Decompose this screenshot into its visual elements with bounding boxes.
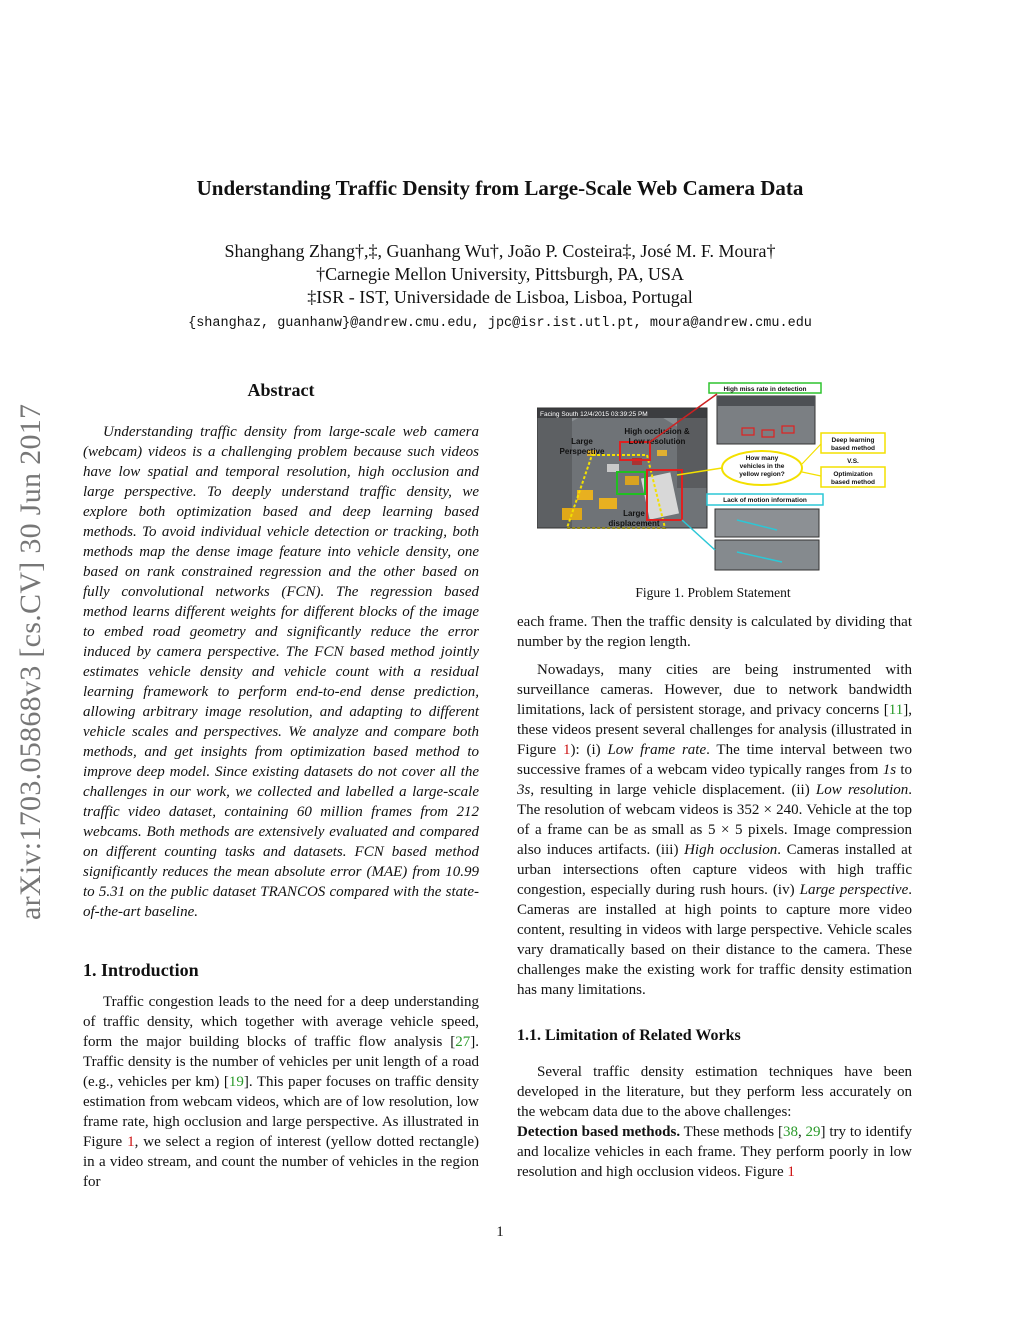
math-pixels: 5 × 5 bbox=[707, 822, 743, 838]
text-run: ]. This paper focuses on traffic density estimation from webcam videos, which are of low resolution, low frame rate, high occlusion and large perspective. As illustrated in Figure bbox=[83, 1074, 479, 1150]
related-paragraph-2 bbox=[517, 1122, 912, 1182]
emph-low-resolution: Low resolution bbox=[815, 782, 909, 798]
motion-image-2 bbox=[715, 540, 819, 570]
abstract-heading: Abstract bbox=[247, 380, 315, 400]
emph-high-occlusion: High occlusion bbox=[684, 842, 778, 858]
motion-image-1 bbox=[715, 509, 819, 537]
label-deep-learning: Deep learning bbox=[831, 437, 875, 444]
emph-large-perspective: Large perspective bbox=[799, 882, 909, 898]
authors-line: Shanghang Zhang†,‡, Guanhang Wu†, João P. Costeira‡, José M. F. Moura† bbox=[224, 241, 776, 261]
text-run: . Cameras are installed at high points to capture more video content, resulting in videos with large perspective. Vehicle scales vary dramatically based on their distance to the camera. These challenges make the existing work for traffic density estimation has many limitations. bbox=[517, 882, 912, 998]
author-emails: {shanghaz, guanhanw}@andrew.cmu.edu, jpc@isr.ist.utl.pt, moura@andrew.cmu.edu bbox=[188, 316, 812, 331]
math-1s: 1s bbox=[882, 762, 897, 778]
label-deep-based: based method bbox=[830, 445, 876, 452]
text-run: . The time interval between two successive frames of a webcam video typically ranges from bbox=[517, 742, 912, 778]
figure-1-caption: Figure 1. Problem Statement bbox=[635, 585, 791, 600]
related-paragraph-1: Several traffic density estimation techniques have been developed in the literature, but they perform less accurately on the webcam data due to the above challenges: bbox=[517, 1064, 912, 1120]
emph-low-frame-rate: Low frame rate bbox=[607, 742, 707, 758]
text-run: , resulting in large vehicle displacement. (ii) bbox=[530, 782, 816, 798]
citation-19[interactable]: 19 bbox=[228, 1074, 244, 1090]
text-run: pixels. Image compression also induces artifacts. (iii) bbox=[517, 822, 912, 858]
figure-1 bbox=[537, 380, 889, 600]
label-large: Large bbox=[571, 437, 593, 446]
intro-paragraph-2 bbox=[517, 660, 912, 1000]
citation-38[interactable]: 38 bbox=[782, 1124, 798, 1140]
arxiv-stamp: arXiv:1703.05868v3 [cs.CV] 30 Jun 2017 bbox=[14, 403, 47, 920]
related-works-heading: 1.1. Limitation of Related Works bbox=[517, 1027, 741, 1044]
text-run: , bbox=[797, 1124, 806, 1140]
label-high-miss-rate: High miss rate in detection bbox=[723, 386, 807, 393]
text-run: These methods [ bbox=[680, 1124, 783, 1140]
figure-ref[interactable]: 1 bbox=[787, 1164, 795, 1180]
citation-27[interactable]: 27 bbox=[455, 1034, 471, 1050]
author-block bbox=[0, 240, 1000, 309]
text-run: . The resolution of webcam videos is bbox=[517, 782, 912, 818]
paper-title: Understanding Traffic Density from Large-Scale Web Camera Data bbox=[196, 176, 804, 200]
label-perspective: Perspective bbox=[559, 447, 605, 456]
affiliation-cmu: †Carnegie Mellon University, Pittsburgh, PA, USA bbox=[316, 264, 684, 284]
label-yellow-region: yellow region? bbox=[739, 471, 785, 478]
math-3s: 3s bbox=[517, 782, 531, 798]
text-run: ): (i) bbox=[570, 742, 608, 758]
text-run: Traffic congestion leads to the need for a deep understanding of traffic density, which together with average vehicle speed, form the major building blocks of traffic flow analysis [ bbox=[83, 994, 479, 1050]
right-column bbox=[517, 612, 912, 1182]
abstract-text: Understanding traffic density from large-scale web camera (webcam) videos is a challenging problem because such videos have low spatial and temporal resolution, high occlusion and large perspective. To deeply understand traffic density, we explore both optimization based and deep learning based methods. To avoid individual vehicle detection or tracking, both methods map the dense image feature into vehicle density, one based on rank constrained regression and the other based on fully convolutional networks (FCN). The regression based method learns different weights for different blocks of the image to embed road geometry and significantly reduce the error induced by camera perspective. The FCN based method jointly estimates vehicle density and vehicle count with a residual learning framework to perform end-to-end dense prediction, allowing arbitrary image resolution, and adapting to different vehicle scales and perspectives. We analyze and compare both methods, and get insights from optimization based method to improve deep model. Since existing datasets do not cover all the challenges in our work, we collected and labelled a large-scale traffic video dataset, containing 60 million frames from 212 webcams. Both methods are extensively evaluated and compared on different counting tasks and datasets. FCN based method significantly reduces the mean absolute error (MAE) from 10.99 to 5.31 on the public dataset TRANCOS compared with the state-of-the-art baseline. bbox=[83, 424, 479, 920]
label-vehicles-in: vehicles in the bbox=[739, 463, 785, 470]
affiliation-ist: ‡ISR - IST, Universidade de Lisboa, Lisboa, Portugal bbox=[307, 287, 693, 307]
text-run: ], these videos present several challenges for analysis (illustrated in Figure bbox=[517, 702, 912, 758]
label-high-occlusion: High occlusion & bbox=[624, 427, 690, 436]
text-run: ] try to identify and localize vehicles in each frame. They perform poorly in low resolution and high occlusion videos. Figure bbox=[517, 1124, 913, 1180]
text-run: to bbox=[896, 762, 912, 778]
intro-paragraph-1 bbox=[83, 992, 479, 1192]
text-run: . Vehicle at the top of a frame can be as small as bbox=[517, 802, 912, 838]
math-resolution: 352 × 240 bbox=[736, 802, 799, 818]
introduction-heading: 1. Introduction bbox=[83, 960, 199, 980]
label-optimization: Optimization bbox=[833, 471, 873, 478]
figure-ref[interactable]: 1 bbox=[127, 1134, 135, 1150]
page-number: 1 bbox=[496, 1224, 504, 1240]
detection-methods-label: Detection based methods. bbox=[517, 1124, 681, 1140]
introduction-section bbox=[83, 960, 479, 1192]
citation-29[interactable]: 29 bbox=[805, 1124, 821, 1140]
label-opt-based: based method bbox=[830, 479, 876, 486]
label-lack-motion: Lack of motion information bbox=[723, 497, 807, 504]
label-large-disp: Large bbox=[623, 509, 645, 518]
intro-paragraph-1-cont: each frame. Then the traffic density is calculated by dividing that number by the region length. bbox=[517, 614, 912, 650]
label-low-resolution: Low resolution bbox=[628, 437, 686, 446]
text-run: Nowadays, many cities are being instrumented with surveillance cameras. However, due to network bandwidth limitations, lack of persistent storage, and privacy concerns [ bbox=[517, 662, 912, 718]
label-vs: V.S. bbox=[847, 458, 859, 465]
camera-overlay-text: Facing South 12/4/2015 03:39:25 PM bbox=[540, 411, 648, 418]
text-run: . Cameras installed at urban intersections often capture videos with high traffic congestion, especially during rush hours. (iv) bbox=[517, 842, 912, 898]
label-displacement: displacement bbox=[608, 519, 660, 528]
label-how-many: How many bbox=[745, 455, 779, 462]
citation-11[interactable]: 11 bbox=[888, 702, 904, 718]
figure-ref[interactable]: 1 bbox=[563, 742, 571, 758]
text-run: , we select a region of interest (yellow dotted rectangle) in a video stream, and count the number of vehicles in the region for bbox=[83, 1134, 479, 1190]
abstract-section bbox=[83, 380, 479, 922]
text-run: ]. Traffic density is the number of vehicles per unit length of a road (e.g., vehicles per km) [ bbox=[83, 1034, 479, 1090]
figure-1-graphic bbox=[537, 380, 889, 572]
